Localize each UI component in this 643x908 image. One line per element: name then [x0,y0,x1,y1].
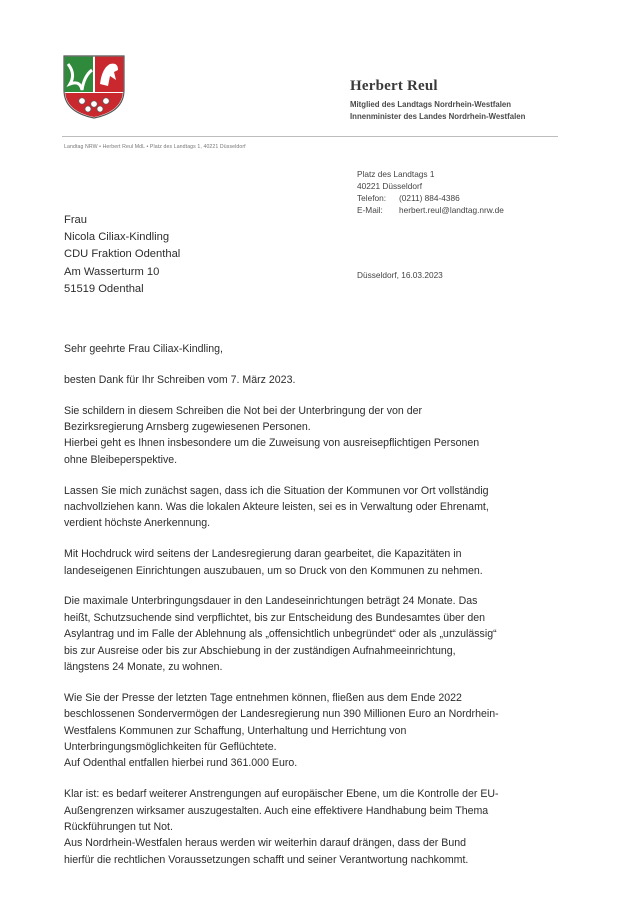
sender-name: Herbert Reul [350,78,438,94]
body-line: hierfür die rechtlichen Voraussetzungen schafft und seiner Verantwortung nachkommt. [64,853,469,866]
body-line: Lassen Sie mich zunächst sagen, dass ich die Situation der Kommunen vor Ort vollständig [64,484,489,497]
header-divider [62,136,558,137]
body-line: landeseigenen Einrichtungen auszubauen, um so Druck von den Kommunen zu nehmen. [64,564,483,577]
nrw-coat-of-arms-icon [62,54,126,120]
body-line: Hierbei geht es Ihnen insbesondere um die Zuweisung von ausreisepflichtigen Personen [64,437,480,450]
body-line: Wie Sie der Presse der letzten Tage entnehmen können, fließen aus dem Ende 2022 [64,691,462,704]
sender-block [350,78,541,122]
body-line: beschlossenen Sondervermögen der Landesregierung nun 390 Millionen Euro an Nordrhein- [64,708,499,721]
body-line: längstens 24 Monate, zu wohnen. [64,661,223,674]
phone-label: Telefon: [357,193,387,203]
body-line: Außengrenzen wirksamer auszugestalten. Auch eine effektivere Handhabung beim Thema [64,804,489,817]
recipient-address [64,212,180,298]
email-value: herbert.reul@landtag.nrw.de [399,205,504,215]
body-line: nachvollziehen kann. Was die lokalen Akteure leisten, sei es in Verwaltung oder Ehrenamt, [64,501,489,514]
contact-email-row [357,204,504,216]
body-line: Bezirksregierung Arnsberg zugewiesenen Personen. [64,421,311,433]
contact-phone-row [357,192,504,204]
body-line: Westfalens Kommunen zur Schaffung, Unterhaltung und Herrichtung von [64,724,407,737]
return-address-line: Landtag NRW • Herbert Reul MdL • Platz des Landtags 1, 40221 Düsseldorf [64,144,246,150]
body-line: Rückführungen tut Not. [64,821,173,834]
recipient-line: Am Wasserturm 10 [64,265,160,278]
body-line: verdient höchste Anerkennung. [64,517,211,530]
salutation: Sehr geehrte Frau Ciliax-Kindling, [64,343,223,355]
recipient-line: 51519 Odenthal [64,282,144,295]
body-line: heißt, Schutzsuchende sind verpflichtet, bis zur Entscheidung des Bundesamtes über den [64,611,486,624]
body-line: Die maximale Unterbringungsdauer in den Landeseinrichtungen beträgt 24 Monate. Das [64,595,478,608]
recipient-line: Nicola Ciliax-Kindling [64,231,170,244]
body-line: Unterbringungsmöglichkeiten für Geflüchtete. [64,741,277,754]
body-line: besten Dank für Ihr Schreiben vom 7. März 2023. [64,373,296,386]
letter-body [64,341,564,868]
email-label: E-Mail: [357,205,383,215]
body-line: Sie schildern in diesem Schreiben die Not bei der Unterbringung der von der [64,404,423,417]
contact-city: 40221 Düsseldorf [357,181,423,191]
body-line: Klar ist: es bedarf weiterer Anstrengungen auf europäischer Ebene, um die Kontrolle der EU- [64,788,499,801]
letter-date: Düsseldorf, 16.03.2023 [357,270,443,280]
contact-block [357,168,504,216]
body-line: bis zur Ausreise oder bis zur Abschiebung in der zuständigen Aufnahmeeinrichtung, [64,644,456,657]
phone-value: (0211) 884-4386 [399,193,460,203]
sender-role-1: Mitglied des Landtags Nordrhein-Westfalen [350,99,512,109]
body-line: ohne Bleibeperspektive. [64,453,178,466]
sender-role-2: Innenminister des Landes Nordrhein-Westfalen [350,111,526,121]
body-line: Auf Odenthal entfallen hierbei rund 361.000 Euro. [64,757,298,770]
recipient-line: CDU Fraktion Odenthal [64,248,181,261]
recipient-line: Frau [64,214,88,226]
body-line: Mit Hochdruck wird seitens der Landesregierung daran gearbeitet, die Kapazitäten in [64,548,462,561]
body-line: Asylantrag und im Falle der Ablehnung als „offensichtlich unbegründet“ oder als „unzulässig“ [64,628,497,641]
body-line: Aus Nordrhein-Westfalen heraus werden wir weiterhin darauf drängen, dass der Bund [64,837,466,850]
contact-street: Platz des Landtags 1 [357,169,435,179]
